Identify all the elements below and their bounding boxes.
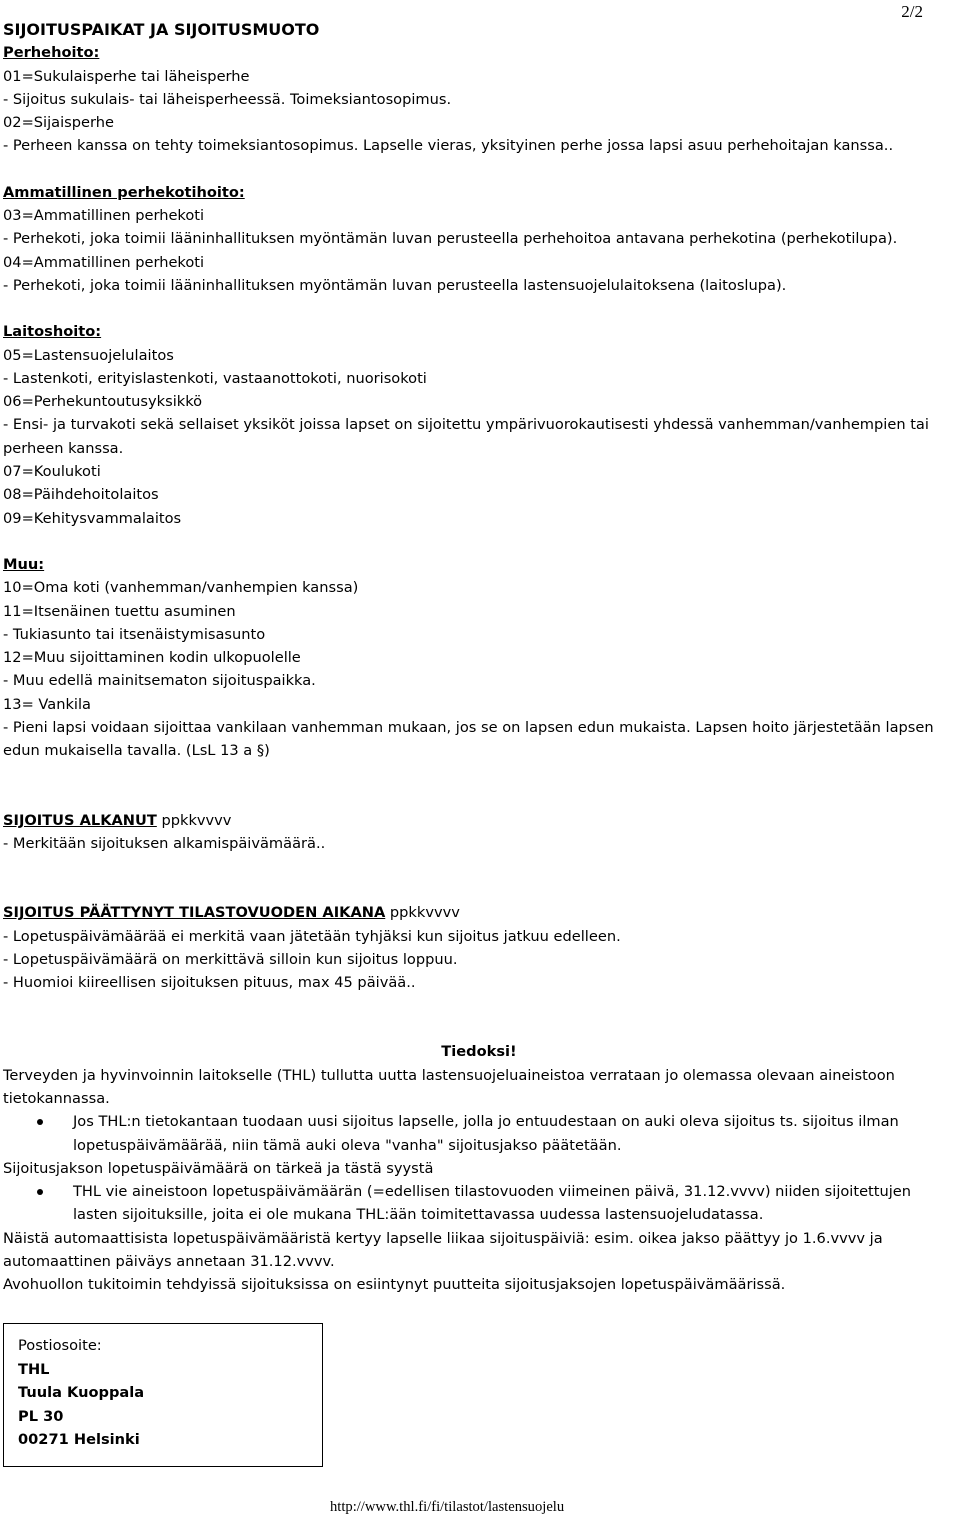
section-paattynyt [3,901,955,994]
list-item: THL vie aineistoon lopetuspäivämäärän (=edellisen tilastovuoden viimeinen päivä, 31.12.vvvv) niiden sijoitettujen lasten sijoituksille, joita ei ole mukana THL:ään toimitettavassa uudessa lastensuojeludatassa. [73,1180,955,1227]
address-line: 00271 Helsinki [18,1431,140,1448]
text-line: 03=Ammatillinen perhekoti [3,207,205,225]
section-heading-muu: Muu: [3,555,45,573]
paattynyt-date-format: ppkkvvvv [385,904,460,922]
section-ammatillinen [3,181,955,297]
paragraph: Terveyden ja hyvinvoinnin laitokselle (THL) tullutta uutta lastensuojeluaineistoa verrataan jo olemassa olevaan aineistoon tietokannassa. [3,1066,895,1107]
text-line: - Lopetuspäivämäärä on merkittävä silloin kun sijoitus loppuu. [3,950,458,968]
list-item: Jos THL:n tietokantaan tuodaan uusi sijoitus lapselle, jolla jo entuudestaan on auki oleva sijoitus ts. sijoitus ilman lopetuspäivämäärää, niin tämä auki oleva "vanha" sijoitusjakso päätetään. [73,1110,955,1157]
text-line: - Perhekoti, joka toimii lääninhallituksen myöntämän luvan perusteella perhehoitoa antavana perhekotina (perhekotilupa). [3,230,898,248]
text-line: 04=Ammatillinen perhekoti [3,253,205,271]
text-line: - Lastenkoti, erityislastenkoti, vastaanottokoti, nuorisokoti [3,369,427,387]
paattynyt-heading-text: SIJOITUS PÄÄTTYNYT TILASTOVUODEN AIKANA [3,904,386,922]
text-line: - Ensi- ja turvakoti sekä sellaiset yksiköt joissa lapset on sijoitettu ympärivuorokautisesti yhdessä vanhemman/vanhempien tai perheen kanssa. [3,416,929,457]
address-line: THL [18,1360,50,1378]
text-line: 09=Kehitysvammalaitos [3,509,182,527]
text-line: 05=Lastensuojelulaitos [3,346,174,364]
text-line: - Lopetuspäivämäärää ei merkitä vaan jätetään tyhjäksi kun sijoitus jatkuu edelleen. [3,927,621,945]
alkanut-date-format: ppkkvvvv [156,811,232,829]
paragraph: Avohuollon tukitoimin tehdyissä sijoituksissa on esiintynyt puutteita sijoitusjaksojen lopetuspäivämäärissä. [3,1276,786,1294]
section-heading-ammatillinen: Ammatillinen perhekotihoito: [3,183,245,201]
text-line: - Pieni lapsi voidaan sijoittaa vankilaan vanhemman mukaan, jos se on lapsen edun mukaista. Lapsen hoito järjestetään lapsen edun mukaisella tavalla. (LsL 13 a §) [3,719,934,760]
text-line: 11=Itsenäinen tuettu asuminen [3,602,236,620]
text-line: - Sijoitus sukulais- tai läheisperheessä. Toimeksiantosopimus. [3,90,452,108]
address-line: Tuula Kuoppala [18,1384,145,1401]
text-line: 02=Sijaisperhe [3,114,114,132]
text-line: 07=Koulukoti [3,463,101,481]
section-alkanut [3,809,955,856]
section-muu [3,553,955,763]
document-title: SIJOITUSPAIKAT JA SIJOITUSMUOTO [3,20,320,39]
section-heading-perhehoito: Perhehoito: [3,44,100,62]
alkanut-heading-text: SIJOITUS ALKANUT [3,811,157,829]
text-line: 06=Perhekuntoutusyksikkö [3,393,203,411]
section-heading-tiedoksi: Tiedoksi! [441,1043,517,1061]
section-perhehoito [3,41,955,157]
section-heading-paattynyt [3,901,955,924]
text-line: - Tukiasunto tai itsenäistymisasunto [3,625,266,643]
text-line: - Merkitään sijoituksen alkamispäivämäärä.. [3,834,326,852]
text-line: - Perhekoti, joka toimii lääninhallituksen myöntämän luvan perusteella lastensuojelulaitoksena (laitoslupa). [3,276,787,294]
page-number: 2/2 [901,2,923,21]
section-laitoshoito [3,320,955,530]
paragraph: Sijoitusjakson lopetuspäivämäärä on tärkeä ja tästä syystä [3,1159,434,1177]
text-line: 01=Sukulaisperhe tai läheisperhe [3,67,250,85]
address-label: Postiosoite: [18,1337,102,1354]
section-heading-laitoshoito: Laitoshoito: [3,323,102,341]
document-body [3,18,955,1297]
text-line: 10=Oma koti (vanhemman/vanhempien kanssa) [3,579,359,597]
text-line: - Perheen kanssa on tehty toimeksiantosopimus. Lapselle vieras, yksityinen perhe jossa lapsi asuu perhehoitajan kanssa.. [3,137,894,155]
bullet-list [3,1180,955,1227]
postal-address-box [3,1323,323,1467]
text-line: 12=Muu sijoittaminen kodin ulkopuolelle [3,649,301,667]
text-line: - Muu edellä mainitsematon sijoituspaikka. [3,672,316,690]
footer-url[interactable]: http://www.thl.fi/fi/tilastot/lastensuojelu [330,1499,565,1515]
address-line: PL 30 [18,1407,64,1425]
paragraph: Näistä automaattisista lopetuspäivämääristä kertyy lapselle liikaa sijoituspäiviä: esim. oikea jakso päättyy jo 1.6.vvvv ja automaattinen päiväys annetaan 31.12.vvvv. [3,1229,883,1271]
text-line: - Huomioi kiireellisen sijoituksen pituus, max 45 päivää.. [3,974,416,992]
text-line: 08=Päihdehoitolaitos [3,486,159,504]
section-heading-alkanut [3,809,955,832]
bullet-list [3,1110,955,1157]
text-line: 13= Vankila [3,695,91,713]
section-tiedoksi [3,1040,955,1296]
